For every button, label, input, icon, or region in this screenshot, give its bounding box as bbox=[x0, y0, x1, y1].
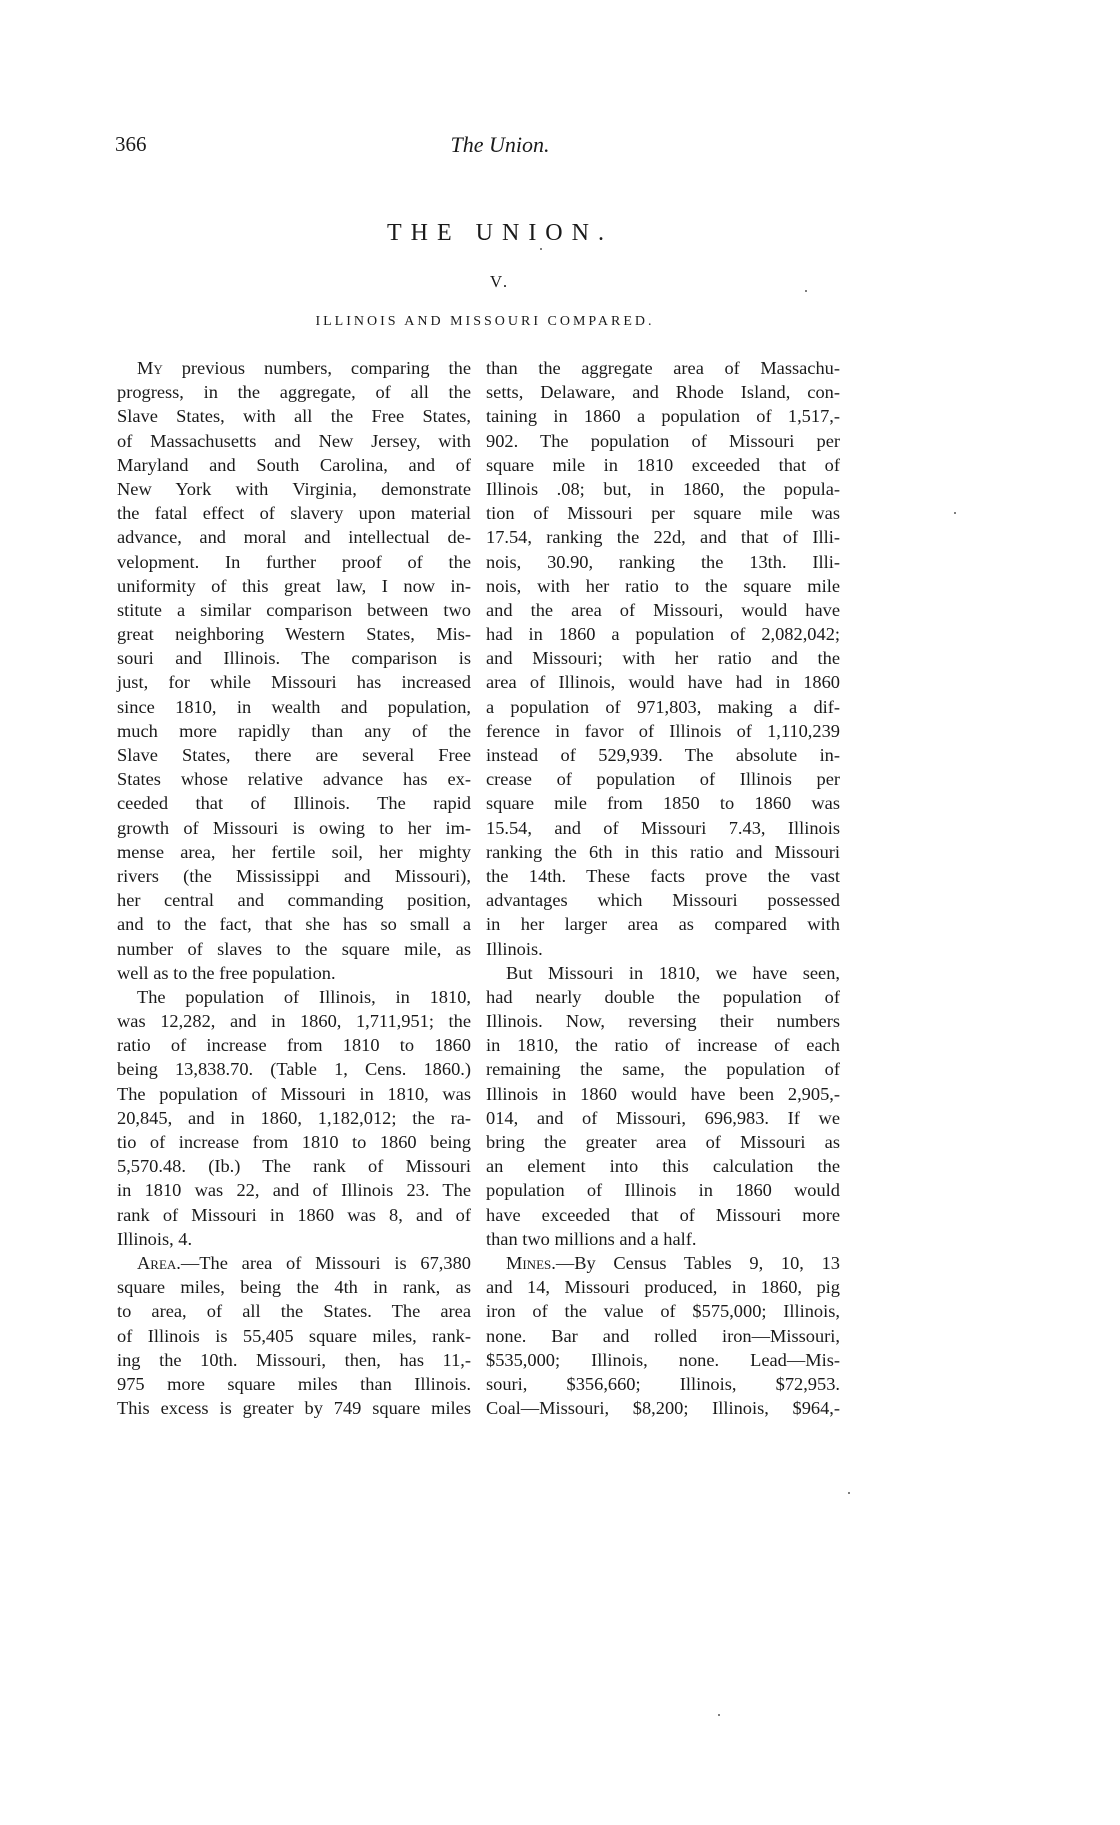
line-text: ceeded that of Illinois. The rapid bbox=[117, 793, 471, 814]
line-text: ranking the 6th in this ratio and Missouri bbox=[486, 841, 840, 862]
line-text: Illinois, 4. bbox=[117, 1228, 193, 1249]
line-text: Illinois in 1860 would have been 2,905,- bbox=[486, 1083, 840, 1104]
text-line bbox=[117, 477, 471, 501]
article-title: THE UNION. bbox=[387, 220, 613, 246]
line-text: in her larger area as compared with bbox=[486, 914, 840, 935]
text-line bbox=[486, 743, 840, 767]
text-line bbox=[117, 1275, 471, 1299]
text-line bbox=[117, 1251, 471, 1275]
line-text: and the area of Missouri, would have bbox=[486, 599, 840, 620]
line-text: $535,000; Illinois, none. Lead—Mis- bbox=[486, 1349, 840, 1370]
text-line bbox=[117, 840, 471, 864]
text-line bbox=[117, 1009, 471, 1033]
line-text: rivers (the Mississippi and Missouri), bbox=[117, 865, 471, 886]
text-line bbox=[486, 1130, 840, 1154]
line-text: New York with Virginia, demonstrate bbox=[117, 478, 471, 499]
line-text: 15.54, and of Missouri 7.43, Illinois bbox=[486, 817, 840, 838]
line-text: rank of Missouri in 1860 was 8, and of bbox=[117, 1204, 471, 1225]
line-text: in 1810 was 22, and of Illinois 23. The bbox=[117, 1180, 471, 1201]
text-line bbox=[486, 1033, 840, 1057]
line-text: ing the 10th. Missouri, then, has 11,- bbox=[117, 1349, 471, 1370]
text-line bbox=[117, 501, 471, 525]
line-text: —The area of Missouri is 67,380 bbox=[180, 1252, 471, 1273]
line-text: great neighboring Western States, Mis- bbox=[117, 624, 471, 645]
text-line bbox=[486, 453, 840, 477]
line-text: just, for while Missouri has increased bbox=[117, 672, 471, 693]
text-line bbox=[117, 574, 471, 598]
line-text: ratio of increase from 1810 to 1860 bbox=[117, 1035, 471, 1056]
text-line bbox=[486, 574, 840, 598]
print-speck bbox=[954, 512, 956, 514]
line-text: —By Census Tables 9, 10, 13 bbox=[555, 1252, 840, 1273]
line-text: Slave States, with all the Free States, bbox=[117, 406, 471, 427]
line-text: and 14, Missouri produced, in 1860, pig bbox=[486, 1277, 840, 1298]
line-text: growth of Missouri is owing to her im- bbox=[117, 817, 471, 838]
text-line bbox=[117, 791, 471, 815]
text-line bbox=[486, 622, 840, 646]
line-text: souri, $356,660; Illinois, $72,953. bbox=[486, 1373, 840, 1394]
text-line bbox=[117, 1203, 471, 1227]
line-text: souri and Illinois. The comparison is bbox=[117, 648, 471, 669]
line-text: tio of increase from 1810 to 1860 being bbox=[117, 1132, 471, 1152]
text-line bbox=[486, 1372, 840, 1396]
line-text: 014, and of Missouri, 696,983. If we bbox=[486, 1107, 840, 1128]
line-text: square mile from 1850 to 1860 was bbox=[486, 793, 840, 814]
text-line bbox=[117, 622, 471, 646]
text-line bbox=[486, 1348, 840, 1372]
text-line bbox=[117, 1299, 471, 1323]
text-line bbox=[117, 695, 471, 719]
line-text: advantages which Missouri possessed bbox=[486, 890, 840, 911]
lead-in: Area. bbox=[137, 1252, 181, 1273]
line-text: had in 1860 a population of 2,082,042; bbox=[486, 624, 840, 645]
text-line bbox=[486, 695, 840, 719]
text-line bbox=[117, 985, 471, 1009]
line-text: Illinois. bbox=[486, 938, 543, 959]
text-line bbox=[117, 1178, 471, 1202]
text-line bbox=[486, 404, 840, 428]
text-line bbox=[117, 937, 471, 961]
text-line bbox=[486, 501, 840, 525]
line-text: nois, 30.90, ranking the 13th. Illi- bbox=[486, 551, 840, 572]
line-text: of Massachusetts and New Jersey, with bbox=[117, 430, 471, 451]
line-text: the fatal effect of slavery upon material bbox=[117, 503, 471, 524]
line-text: mense area, her fertile soil, her mighty bbox=[117, 841, 471, 862]
line-text: none. Bar and rolled iron—Missouri, bbox=[486, 1325, 840, 1346]
text-line bbox=[117, 864, 471, 888]
line-text: velopment. In further proof of the bbox=[117, 551, 471, 572]
line-text: crease of population of Illinois per bbox=[486, 769, 840, 790]
text-line bbox=[486, 380, 840, 404]
text-line bbox=[117, 743, 471, 767]
text-line bbox=[486, 550, 840, 574]
line-text: area of Illinois, would have had in 1860 bbox=[486, 672, 840, 693]
line-text: 20,845, and in 1860, 1,182,012; the ra- bbox=[117, 1107, 471, 1128]
text-line bbox=[117, 525, 471, 549]
text-line bbox=[486, 816, 840, 840]
text-line bbox=[486, 1299, 840, 1323]
running-head: The Union. bbox=[450, 132, 550, 157]
text-line bbox=[117, 1396, 471, 1420]
text-line bbox=[486, 670, 840, 694]
line-text: States whose relative advance has ex- bbox=[117, 769, 471, 790]
text-line bbox=[117, 380, 471, 404]
text-line bbox=[486, 1009, 840, 1033]
line-text: This excess is greater by 749 square miles bbox=[117, 1398, 471, 1419]
line-text: progress, in the aggregate, of all the bbox=[117, 382, 471, 403]
text-line bbox=[486, 1275, 840, 1299]
text-line bbox=[117, 888, 471, 912]
text-line bbox=[486, 767, 840, 791]
text-line bbox=[486, 985, 840, 1009]
text-line bbox=[486, 1106, 840, 1130]
text-line bbox=[117, 1057, 471, 1081]
text-line bbox=[117, 670, 471, 694]
text-line bbox=[486, 912, 840, 936]
print-speck bbox=[805, 290, 807, 292]
line-text: Illinois .08; but, in 1860, the popula- bbox=[486, 478, 840, 499]
line-text: an element into this calculation the bbox=[486, 1156, 840, 1177]
text-line bbox=[117, 1033, 471, 1057]
text-line bbox=[486, 1154, 840, 1178]
line-text: Slave States, there are several Free bbox=[117, 745, 471, 765]
text-line bbox=[486, 961, 840, 985]
left-column bbox=[117, 356, 471, 1420]
text-line bbox=[486, 1203, 840, 1227]
line-text: square mile in 1810 exceeded that of bbox=[486, 454, 840, 475]
text-line bbox=[117, 1106, 471, 1130]
line-text: Coal—Missouri, $8,200; Illinois, $964,- bbox=[486, 1398, 840, 1419]
text-line bbox=[117, 550, 471, 574]
text-line bbox=[117, 1372, 471, 1396]
text-line bbox=[117, 646, 471, 670]
line-text: have exceeded that of Missouri more bbox=[486, 1204, 840, 1225]
line-text: 975 more square miles than Illinois. bbox=[117, 1373, 471, 1394]
text-line bbox=[486, 719, 840, 743]
text-line bbox=[117, 1130, 471, 1154]
line-text: than two millions and a half. bbox=[486, 1228, 697, 1249]
line-text: 17.54, ranking the 22d, and that of Illi- bbox=[486, 527, 840, 548]
lead-in: Mines. bbox=[506, 1252, 556, 1273]
text-line bbox=[117, 767, 471, 791]
line-text: being 13,838.70. (Table 1, Cens. 1860.) bbox=[117, 1059, 471, 1080]
line-text: The population of Missouri in 1810, was bbox=[117, 1083, 471, 1104]
text-line bbox=[117, 1348, 471, 1372]
line-text: tion of Missouri per square mile was bbox=[486, 503, 840, 524]
line-text: stitute a similar comparison between two bbox=[117, 599, 471, 620]
line-text: of Illinois is 55,405 square miles, rank- bbox=[117, 1325, 471, 1346]
line-text: was 12,282, and in 1860, 1,711,951; the bbox=[117, 1011, 471, 1032]
page-number: 366 bbox=[115, 132, 147, 156]
line-text: her central and commanding position, bbox=[117, 890, 471, 911]
text-line bbox=[117, 404, 471, 428]
text-line bbox=[117, 961, 471, 985]
line-text: setts, Delaware, and Rhode Island, con- bbox=[486, 382, 840, 403]
text-line bbox=[117, 1082, 471, 1106]
line-text: taining in 1860 a population of 1,517,- bbox=[486, 406, 840, 427]
line-text: square miles, being the 4th in rank, as bbox=[117, 1277, 471, 1298]
text-line bbox=[117, 1154, 471, 1178]
article-subtitle: ILLINOIS AND MISSOURI COMPARED. bbox=[315, 314, 655, 329]
line-text: The population of Illinois, in 1810, bbox=[137, 986, 471, 1007]
line-text: had nearly double the population of bbox=[486, 986, 840, 1007]
line-text: a population of 971,803, making a dif- bbox=[486, 696, 840, 717]
line-text: number of slaves to the square mile, as bbox=[117, 938, 471, 959]
print-speck bbox=[848, 1492, 850, 1494]
line-text: But Missouri in 1810, we have seen, bbox=[506, 962, 840, 983]
text-line bbox=[486, 1057, 840, 1081]
text-line bbox=[486, 598, 840, 622]
line-text: advance, and moral and intellectual de- bbox=[117, 527, 471, 548]
text-line bbox=[117, 453, 471, 477]
line-text: and to the fact, that she has so small a bbox=[117, 914, 471, 935]
text-line bbox=[486, 1396, 840, 1420]
text-line bbox=[486, 1251, 840, 1275]
text-line bbox=[486, 1082, 840, 1106]
text-line bbox=[486, 864, 840, 888]
print-speck bbox=[540, 248, 542, 250]
text-line bbox=[117, 598, 471, 622]
line-text: much more rapidly than any of the bbox=[117, 720, 471, 741]
line-text: ference in favor of Illinois of 1,110,239 bbox=[486, 720, 840, 741]
line-text: nois, with her ratio to the square mile bbox=[486, 575, 840, 596]
line-text: in 1810, the ratio of increase of each bbox=[486, 1035, 840, 1056]
line-text: population of Illinois in 1860 would bbox=[486, 1180, 840, 1201]
right-column bbox=[486, 356, 840, 1420]
text-line bbox=[486, 356, 840, 380]
part-number: V. bbox=[489, 272, 511, 291]
text-line bbox=[486, 1324, 840, 1348]
line-text: well as to the free population. bbox=[117, 962, 336, 983]
text-line bbox=[486, 937, 840, 961]
line-text: than the aggregate area of Massachu- bbox=[486, 358, 840, 378]
line-text: instead of 529,939. The absolute in- bbox=[486, 745, 840, 765]
text-line bbox=[486, 646, 840, 670]
print-speck bbox=[718, 1714, 720, 1716]
text-line bbox=[117, 816, 471, 840]
line-text: since 1810, in wealth and population, bbox=[117, 696, 471, 717]
line-text: iron of the value of $575,000; Illinois, bbox=[486, 1301, 840, 1322]
line-text: Illinois. Now, reversing their numbers bbox=[486, 1011, 840, 1032]
line-text: 5,570.48. (Ib.) The rank of Missouri bbox=[117, 1156, 471, 1177]
line-text: the 14th. These facts prove the vast bbox=[486, 865, 840, 886]
text-line bbox=[486, 791, 840, 815]
text-line bbox=[117, 1324, 471, 1348]
text-line bbox=[117, 429, 471, 453]
line-text: uniformity of this great law, I now in- bbox=[117, 575, 471, 596]
text-line bbox=[486, 525, 840, 549]
text-line bbox=[486, 888, 840, 912]
text-line bbox=[486, 1227, 840, 1251]
text-line bbox=[486, 1178, 840, 1202]
line-text: 902. The population of Missouri per bbox=[486, 430, 840, 451]
text-line bbox=[486, 477, 840, 501]
text-line bbox=[486, 429, 840, 453]
line-text: Maryland and South Carolina, and of bbox=[117, 454, 471, 475]
line-text: previous numbers, comparing the bbox=[162, 358, 471, 378]
text-line bbox=[117, 1227, 471, 1251]
lead-in: My bbox=[137, 358, 163, 378]
line-text: to area, of all the States. The area bbox=[117, 1301, 471, 1322]
line-text: bring the greater area of Missouri as bbox=[486, 1132, 840, 1152]
line-text: remaining the same, the population of bbox=[486, 1059, 840, 1080]
text-line bbox=[486, 840, 840, 864]
text-line bbox=[117, 912, 471, 936]
text-line bbox=[117, 719, 471, 743]
text-line bbox=[117, 356, 471, 380]
line-text: and Missouri; with her ratio and the bbox=[486, 648, 840, 669]
